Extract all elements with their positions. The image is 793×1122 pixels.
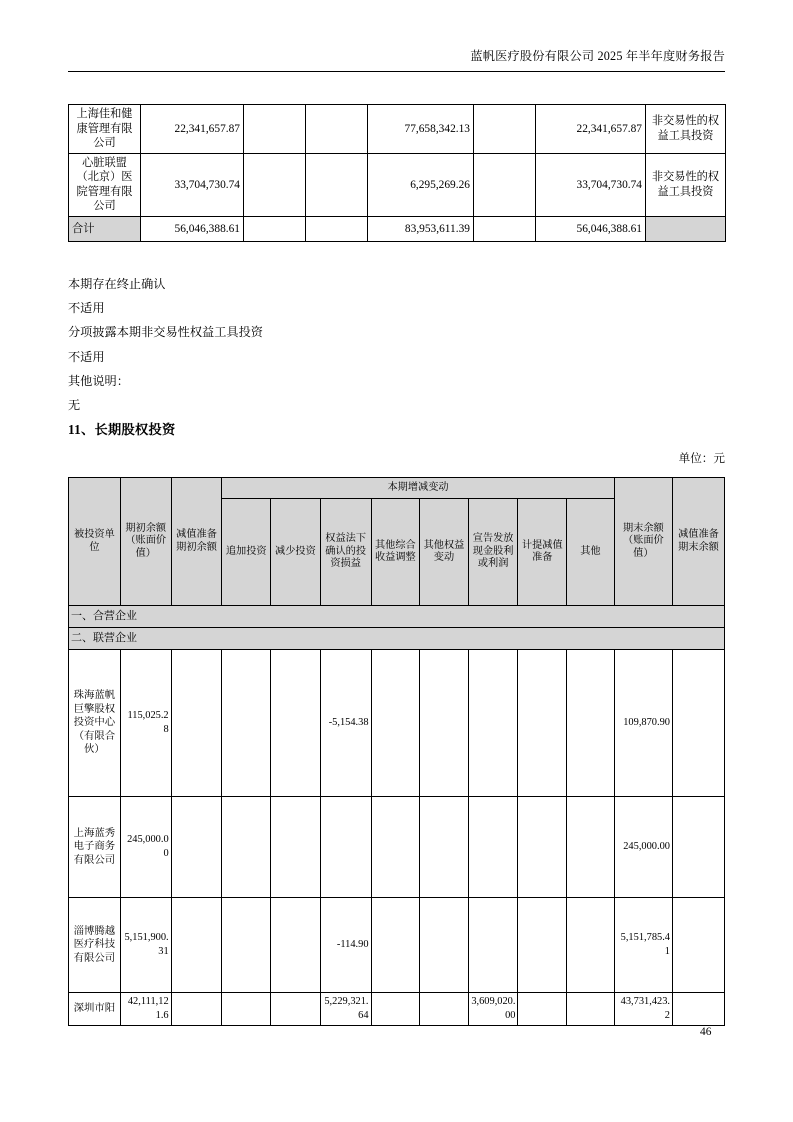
table-row [69,797,725,898]
cell-other-comprehensive-income [371,650,420,797]
table-row [69,153,726,216]
table-header-row-group [69,478,725,499]
cell-investee: 珠海蓝帆巨擎股权投资中心（有限合伙） [69,650,121,797]
cell-opening-balance: 5,151,900.31 [120,898,171,993]
cell-value-7: 33,704,730.74 [536,153,646,216]
category-row-joint-ventures [69,606,725,628]
narrative-line-4: 不适用 [68,349,105,364]
long-term-equity-investment-table [68,477,725,1026]
cell-value-3 [244,105,306,154]
cell-reduced-investment [271,898,321,993]
cell-closing-balance: 109,870.90 [614,650,672,797]
col-closing-balance: 期末余额（账面价值） [614,478,672,606]
col-equity-method-gain: 权益法下确认的投资损益 [320,499,371,606]
cell-opening-impairment [171,993,222,1026]
cell-other-equity-change [420,993,469,1026]
cell-closing-balance: 5,151,785.41 [614,898,672,993]
narrative-line-6: 无 [68,398,81,413]
cell-impairment-provision [518,898,567,993]
table-row [69,898,725,993]
running-header: 蓝帆医疗股份有限公司 2025 年半年度财务报告 [68,48,725,72]
cell-equity-method-gain: 5,229,321.64 [320,993,371,1026]
cell-additional-investment [222,797,271,898]
cell-value-5: 83,953,611.39 [368,216,474,241]
cell-closing-impairment [673,650,725,797]
cell-value-7: 56,046,388.61 [536,216,646,241]
cell-value-3 [244,216,306,241]
col-group-period-change: 本期增减变动 [222,478,614,499]
cell-other [567,650,615,797]
cell-impairment-provision [518,650,567,797]
cell-value-6 [474,216,536,241]
cell-equity-method-gain [320,797,371,898]
cell-additional-investment [222,898,271,993]
cell-investee: 上海佳和健康管理有限公司 [69,105,141,154]
cell-impairment-provision [518,993,567,1026]
page-number: 46 [700,1026,712,1038]
cell-opening-balance: 42,111,121.6 [120,993,171,1026]
cell-note: 非交易性的权益工具投资 [646,153,726,216]
cell-other-equity-change [420,650,469,797]
col-additional-investment: 追加投资 [222,499,271,606]
col-other-equity-change: 其他权益变动 [420,499,469,606]
cell-value-2: 56,046,388.61 [141,216,244,241]
cell-declared-dividends [468,797,518,898]
narrative-line-1: 本期存在终止确认 [68,277,166,291]
cell-closing-impairment [673,797,725,898]
cell-investee: 心脏联盟（北京）医院管理有限公司 [69,153,141,216]
cell-value-2: 22,341,657.87 [141,105,244,154]
col-closing-impairment: 减值准备期末余额 [673,478,725,606]
table-row [69,650,725,797]
cell-declared-dividends [468,650,518,797]
category-label: 一、合营企业 [69,606,725,628]
col-other: 其他 [567,499,615,606]
cell-closing-impairment [673,898,725,993]
cell-note: 非交易性的权益工具投资 [646,105,726,154]
category-row-associates [69,628,725,650]
table-row [69,993,725,1026]
cell-reduced-investment [271,650,321,797]
cell-value-2: 33,704,730.74 [141,153,244,216]
narrative-block [68,272,728,417]
cell-other [567,993,615,1026]
col-impairment-provision: 计提减值准备 [518,499,567,606]
col-investee: 被投资单位 [69,478,121,606]
cell-value-7: 22,341,657.87 [536,105,646,154]
cell-opening-impairment [171,898,222,993]
cell-value-5: 77,658,342.13 [368,105,474,154]
cell-value-4 [306,153,368,216]
cell-reduced-investment [271,993,321,1026]
cell-other-equity-change [420,898,469,993]
cell-value-4 [306,216,368,241]
cell-value-6 [474,153,536,216]
cell-equity-method-gain: -5,154.38 [320,650,371,797]
cell-investee: 上海蓝秀电子商务有限公司 [69,797,121,898]
cell-closing-balance: 245,000.00 [614,797,672,898]
cell-equity-method-gain: -114.90 [320,898,371,993]
cell-impairment-provision [518,797,567,898]
cell-opening-balance: 115,025.28 [120,650,171,797]
cell-opening-balance: 245,000.00 [120,797,171,898]
col-other-comprehensive-income: 其他综合收益调整 [371,499,420,606]
section-heading-long-term-equity-investments: 11、长期股权投资 [68,422,176,437]
cell-declared-dividends [468,898,518,993]
cell-opening-impairment [171,650,222,797]
cell-value-4 [306,105,368,154]
cell-value-5: 6,295,269.26 [368,153,474,216]
cell-other [567,797,615,898]
cell-investee: 深圳市阳 [69,993,121,1026]
narrative-line-3: 分项披露本期非交易性权益工具投资 [68,325,263,340]
cell-investee: 淄博腾越医疗科技有限公司 [69,898,121,993]
narrative-line-2: 不适用 [68,301,105,316]
cell-additional-investment [222,993,271,1026]
cell-other-comprehensive-income [371,993,420,1026]
table-total-row [69,216,726,241]
cell-closing-balance: 43,731,423.2 [614,993,672,1026]
cell-opening-impairment [171,797,222,898]
cell-other [567,898,615,993]
cell-additional-investment [222,650,271,797]
narrative-line-5: 其他说明： [68,373,129,388]
col-opening-impairment: 减值准备期初余额 [171,478,222,606]
cell-closing-impairment [673,993,725,1026]
cell-other-comprehensive-income [371,797,420,898]
cell-value-6 [474,105,536,154]
cell-reduced-investment [271,797,321,898]
category-label: 二、联营企业 [69,628,725,650]
unit-label: 单位：元 [678,452,725,465]
non-trading-equity-investments-table-continued [68,104,726,242]
col-declared-dividends: 宣告发放现金股利或利润 [468,499,518,606]
cell-value-3 [244,153,306,216]
col-reduced-investment: 减少投资 [271,499,321,606]
cell-declared-dividends: 3,609,020.00 [468,993,518,1026]
col-opening-balance: 期初余额（账面价值） [120,478,171,606]
table-row [69,105,726,154]
cell-other-comprehensive-income [371,898,420,993]
cell-other-equity-change [420,797,469,898]
cell-note [646,216,726,241]
cell-total-label: 合计 [69,216,141,241]
